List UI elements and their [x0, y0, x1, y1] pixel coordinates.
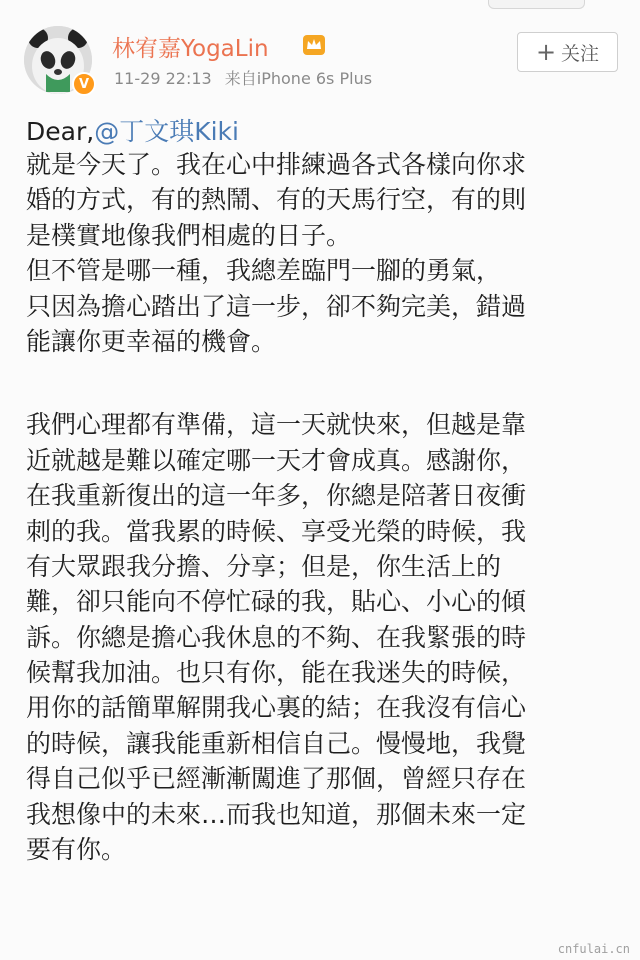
text-line: 要有你。	[26, 835, 127, 865]
text-line: 得自己似乎已經漸漸闖進了那個，曾經只存在	[26, 764, 527, 794]
post-body	[26, 147, 626, 867]
post-source: 来自iPhone 6s Plus	[224, 69, 373, 88]
text-line: 就是今天了。我在心中排練過各式各樣向你求	[26, 150, 527, 179]
follow-button[interactable]	[517, 32, 618, 72]
paragraph-gap	[26, 359, 626, 407]
text-line: 近就越是難以確定哪一天才會成真。感謝你，	[26, 445, 527, 475]
text-line: 訴。你總是擔心我休息的不夠、在我緊張的時	[26, 622, 527, 652]
verified-badge-icon: V	[72, 72, 96, 96]
text-line: 難，卻只能向不停忙碌的我，貼心、小心的傾	[26, 587, 527, 617]
text-line: 用你的話簡單解開我心裏的結；在我沒有信心	[26, 693, 527, 723]
text-line: 在我重新復出的這一年多，你總是陪著日夜衝	[26, 481, 527, 511]
crown-icon	[302, 33, 326, 57]
salutation	[26, 112, 239, 148]
text-line: 但不管是哪一種，我總差臨門一腳的勇氣，	[26, 256, 502, 286]
text-line: 有大眾跟我分擔、分享；但是，你生活上的	[26, 551, 502, 581]
text-line: 能讓你更幸福的機會。	[26, 326, 277, 356]
mention-link[interactable]: @丁文琪Kiki	[94, 117, 239, 146]
text-line: 我想像中的未來…而我也知道，那個未來一定	[26, 799, 527, 829]
text-line: 刺的我。當我累的時候、享受光榮的時候，我	[26, 516, 527, 546]
follow-label: 关注	[561, 42, 600, 65]
text-line: 候幫我加油。也只有你，能在我迷失的時候，	[26, 658, 527, 688]
salutation-prefix: Dear,	[26, 117, 95, 146]
text-line: 的時候，讓我能重新相信自己。慢慢地，我覺	[26, 728, 527, 758]
text-line: 是樸實地像我們相處的日子。	[26, 220, 352, 250]
author-name[interactable]: 林宥嘉YogaLin	[112, 36, 269, 62]
post-meta	[114, 66, 372, 89]
plus-icon: +	[535, 38, 557, 66]
post-timestamp: 11-29 22:13	[114, 69, 212, 88]
watermark: cnfulai.cn	[557, 942, 630, 956]
text-line: 婚的方式，有的熱鬧、有的天馬行空，有的則	[26, 185, 527, 215]
previous-post-button-edge	[488, 0, 585, 9]
text-line: 只因為擔心踏出了這一步，卻不夠完美，錯過	[26, 291, 527, 321]
text-line: 我們心理都有準備，這一天就快來，但越是靠	[26, 410, 527, 440]
